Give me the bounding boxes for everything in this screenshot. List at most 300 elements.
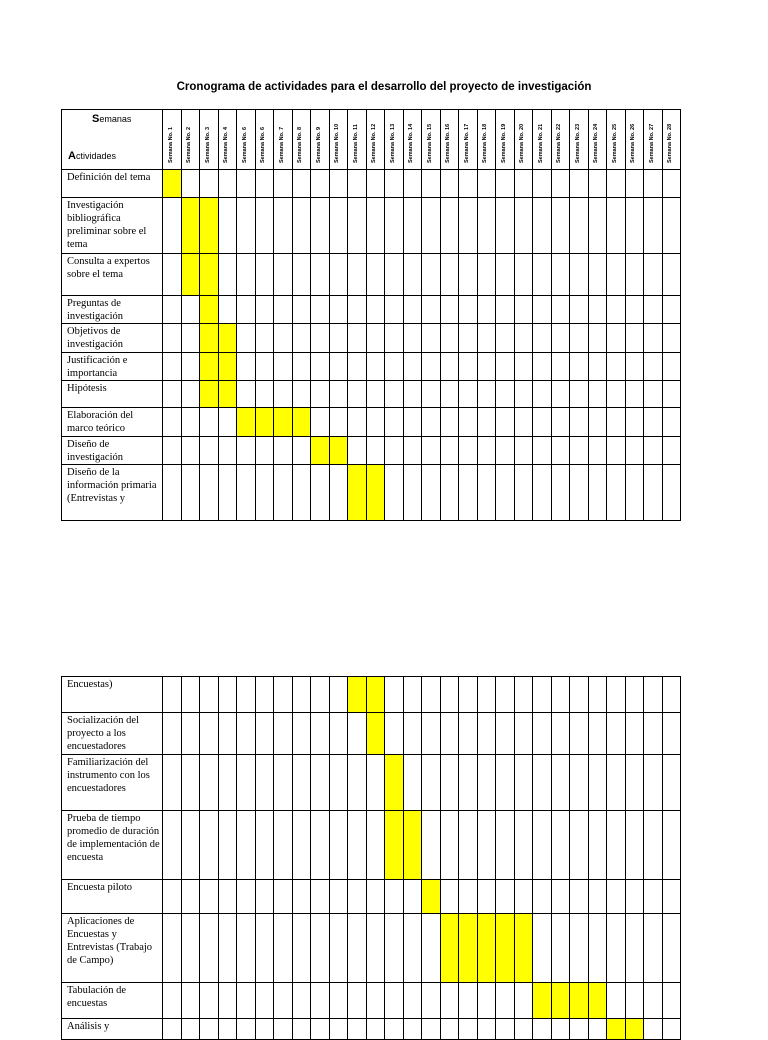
scheduled-week-cell [292,408,311,437]
week-cell [570,408,589,437]
week-cell [163,677,182,713]
week-cell [588,914,607,983]
week-cell [662,465,681,521]
week-label: Semana No. 6 [260,126,267,163]
week-cell [200,677,219,713]
activity-row [62,170,681,198]
week-cell [311,324,330,353]
week-cell [385,381,404,408]
week-cell [477,880,496,914]
week-cell [551,713,570,755]
week-cell [237,755,256,811]
scheduled-week-cell [403,811,422,880]
week-cell [385,713,404,755]
week-cell [533,1019,552,1040]
week-cell [274,880,293,914]
week-cell [570,880,589,914]
week-cell [329,170,348,198]
week-label: Semana No. 10 [334,123,341,163]
week-label: Semana No. 15 [426,123,433,163]
week-cell [200,1019,219,1040]
week-cell [514,324,533,353]
week-cell [255,381,274,408]
scheduled-week-cell [570,983,589,1019]
week-cell [625,437,644,465]
week-cell [514,437,533,465]
week-cell [644,914,663,983]
week-header-18 [477,110,496,170]
week-cell [292,983,311,1019]
activity-label: Análisis y [62,1019,163,1040]
week-cell [551,437,570,465]
week-cell [625,296,644,324]
week-cell [644,353,663,381]
week-cell [607,324,626,353]
week-cell [218,296,237,324]
week-cell [644,465,663,521]
week-cell [403,677,422,713]
week-cell [607,465,626,521]
week-cell [255,296,274,324]
week-cell [459,677,478,713]
week-cell [625,713,644,755]
week-cell [514,381,533,408]
week-cell [403,755,422,811]
week-cell [348,170,367,198]
week-header-22 [551,110,570,170]
week-cell [459,1019,478,1040]
week-cell [496,713,515,755]
week-cell [625,880,644,914]
week-cell [496,437,515,465]
week-label: Semana No. 25 [611,123,618,163]
week-cell [237,324,256,353]
activity-label: Justificación e importancia [62,353,163,381]
week-cell [514,811,533,880]
week-cell [292,880,311,914]
week-cell [385,353,404,381]
week-cell [625,677,644,713]
scheduled-week-cell [255,408,274,437]
week-cell [292,296,311,324]
week-cell [551,1019,570,1040]
week-header-1 [163,110,182,170]
scheduled-week-cell [348,677,367,713]
scheduled-week-cell [422,880,441,914]
week-cell [588,677,607,713]
week-cell [218,1019,237,1040]
week-cell [551,677,570,713]
week-cell [533,914,552,983]
week-cell [662,408,681,437]
week-cell [533,170,552,198]
activity-row [62,324,681,353]
week-cell [459,755,478,811]
week-cell [459,324,478,353]
week-cell [181,880,200,914]
week-cell [274,198,293,254]
week-cell [292,324,311,353]
week-cell [644,811,663,880]
week-cell [496,254,515,296]
week-cell [348,381,367,408]
scheduled-week-cell [440,914,459,983]
week-cell [440,677,459,713]
week-cell [551,465,570,521]
scheduled-week-cell [366,677,385,713]
week-cell [496,381,515,408]
week-cell [218,983,237,1019]
week-cell [274,914,293,983]
week-cell [292,677,311,713]
week-cell [662,353,681,381]
week-cell [570,381,589,408]
week-cell [274,353,293,381]
activity-row [62,811,681,880]
week-cell [163,465,182,521]
week-cell [218,198,237,254]
week-cell [329,381,348,408]
week-cell [329,465,348,521]
week-cell [366,914,385,983]
scheduled-week-cell [514,914,533,983]
week-cell [329,880,348,914]
week-cell [237,677,256,713]
week-cell [163,755,182,811]
week-cell [274,811,293,880]
activity-label: Investigación bibliográfica preliminar sobre el tema [62,198,163,254]
week-cell [607,437,626,465]
week-cell [255,170,274,198]
week-cell [422,437,441,465]
week-cell [422,170,441,198]
activities-header: Actividades [68,150,116,162]
week-cell [644,170,663,198]
scheduled-week-cell [218,324,237,353]
week-cell [607,880,626,914]
week-header-5 [237,110,256,170]
week-cell [218,254,237,296]
week-cell [218,880,237,914]
week-cell [329,677,348,713]
week-cell [163,254,182,296]
week-cell [533,677,552,713]
week-cell [311,755,330,811]
activity-row [62,296,681,324]
week-cell [237,713,256,755]
week-header-15 [422,110,441,170]
week-cell [163,324,182,353]
week-cell [459,465,478,521]
week-cell [644,408,663,437]
activity-label: Hipótesis [62,381,163,408]
week-label: Semana No. 9 [315,126,322,163]
scheduled-week-cell [459,914,478,983]
scheduled-week-cell [274,408,293,437]
week-cell [533,353,552,381]
week-cell [607,353,626,381]
week-cell [218,465,237,521]
week-cell [311,296,330,324]
week-cell [255,198,274,254]
scheduled-week-cell [329,437,348,465]
week-cell [440,170,459,198]
week-cell [662,713,681,755]
week-cell [385,296,404,324]
week-cell [588,811,607,880]
week-cell [459,296,478,324]
week-label: Semana No. 7 [278,126,285,163]
week-cell [570,353,589,381]
week-cell [440,880,459,914]
week-label: Semana No. 6 [241,126,248,163]
week-cell [644,198,663,254]
week-cell [366,353,385,381]
week-cell [237,880,256,914]
week-cell [292,170,311,198]
week-cell [311,1019,330,1040]
activity-row [62,880,681,914]
week-header-26 [625,110,644,170]
week-cell [440,324,459,353]
week-cell [496,198,515,254]
week-cell [422,811,441,880]
week-cell [477,1019,496,1040]
week-label: Semana No. 28 [667,123,674,163]
header-corner [62,110,163,170]
week-cell [496,170,515,198]
week-cell [477,324,496,353]
week-cell [533,755,552,811]
week-cell [440,1019,459,1040]
week-cell [422,254,441,296]
week-cell [181,437,200,465]
week-cell [570,465,589,521]
week-cell [366,296,385,324]
week-cell [366,880,385,914]
week-cell [607,713,626,755]
week-cell [255,254,274,296]
week-cell [607,381,626,408]
week-cell [662,254,681,296]
week-cell [348,254,367,296]
week-cell [570,437,589,465]
week-cell [570,811,589,880]
week-cell [181,381,200,408]
week-cell [403,983,422,1019]
scheduled-week-cell [366,465,385,521]
week-cell [625,353,644,381]
scheduled-week-cell [607,1019,626,1040]
week-cell [366,198,385,254]
week-cell [348,408,367,437]
week-cell [422,677,441,713]
week-cell [496,880,515,914]
week-cell [477,254,496,296]
week-cell [477,465,496,521]
week-label: Semana No. 3 [204,126,211,163]
week-cell [237,811,256,880]
week-cell [403,465,422,521]
week-cell [366,170,385,198]
week-cell [181,1019,200,1040]
scheduled-week-cell [496,914,515,983]
scheduled-week-cell [200,198,219,254]
activity-label: Prueba de tiempo promedio de duración de implementación de encuesta [62,811,163,880]
activity-row [62,755,681,811]
week-cell [514,1019,533,1040]
week-cell [163,296,182,324]
week-cell [163,880,182,914]
week-cell [514,198,533,254]
week-cell [570,324,589,353]
week-cell [237,437,256,465]
week-cell [625,755,644,811]
week-cell [366,408,385,437]
week-cell [422,324,441,353]
activity-label: Preguntas de investigación [62,296,163,324]
week-cell [533,437,552,465]
week-cell [625,408,644,437]
week-cell [385,408,404,437]
week-cell [311,408,330,437]
scheduled-week-cell [218,353,237,381]
week-cell [218,408,237,437]
week-cell [366,983,385,1019]
week-cell [514,713,533,755]
week-cell [163,713,182,755]
week-cell [366,381,385,408]
week-cell [348,914,367,983]
week-cell [477,296,496,324]
week-label: Semana No. 23 [574,123,581,163]
week-cell [496,755,515,811]
week-cell [496,677,515,713]
week-cell [625,324,644,353]
week-cell [255,353,274,381]
week-cell [274,324,293,353]
week-cell [662,880,681,914]
week-cell [403,254,422,296]
week-cell [348,353,367,381]
week-cell [163,983,182,1019]
week-cell [255,1019,274,1040]
scheduled-week-cell [181,254,200,296]
activity-row [62,437,681,465]
week-header-20 [514,110,533,170]
week-cell [255,324,274,353]
week-label: Semana No. 27 [648,123,655,163]
week-cell [292,914,311,983]
week-cell [255,914,274,983]
week-cell [348,983,367,1019]
week-cell [477,408,496,437]
week-cell [200,914,219,983]
activity-row [62,677,681,713]
week-cell [477,983,496,1019]
week-cell [329,755,348,811]
week-cell [385,677,404,713]
week-cell [311,983,330,1019]
week-cell [662,983,681,1019]
scheduled-week-cell [348,465,367,521]
week-cell [662,381,681,408]
week-cell [514,677,533,713]
week-cell [551,324,570,353]
week-cell [533,198,552,254]
week-cell [625,170,644,198]
week-cell [403,353,422,381]
week-cell [644,324,663,353]
week-cell [163,914,182,983]
week-cell [570,1019,589,1040]
week-cell [274,296,293,324]
week-cell [533,408,552,437]
week-cell [385,465,404,521]
week-cell [496,353,515,381]
week-cell [607,914,626,983]
scheduled-week-cell [200,381,219,408]
activity-label: Encuestas) [62,677,163,713]
week-header-27 [644,110,663,170]
week-cell [570,198,589,254]
week-label: Semana No. 19 [500,123,507,163]
week-cell [607,254,626,296]
week-cell [292,381,311,408]
week-cell [237,983,256,1019]
week-cell [274,755,293,811]
week-cell [255,437,274,465]
week-cell [514,170,533,198]
week-cell [551,381,570,408]
week-cell [181,983,200,1019]
week-cell [644,677,663,713]
week-cell [607,408,626,437]
week-cell [662,677,681,713]
week-header-9 [311,110,330,170]
activity-label: Diseño de la información primaria (Entrevistas y [62,465,163,521]
week-cell [329,408,348,437]
week-cell [588,324,607,353]
scheduled-week-cell [551,983,570,1019]
week-header-row [62,110,681,170]
week-cell [477,353,496,381]
week-cell [403,1019,422,1040]
activity-label: Socialización del proyecto a los encuestadores [62,713,163,755]
week-cell [588,437,607,465]
week-cell [662,324,681,353]
week-cell [181,713,200,755]
week-cell [237,381,256,408]
week-cell [607,677,626,713]
week-cell [551,914,570,983]
week-label: Semana No. 8 [297,126,304,163]
week-cell [625,198,644,254]
week-cell [514,254,533,296]
week-cell [163,811,182,880]
week-header-3 [200,110,219,170]
week-cell [292,198,311,254]
week-cell [274,254,293,296]
week-header-11 [348,110,367,170]
week-cell [403,170,422,198]
week-cell [163,353,182,381]
week-cell [181,755,200,811]
week-cell [662,811,681,880]
week-cell [477,755,496,811]
activity-label: Aplicaciones de Encuestas y Entrevistas (Trabajo de Campo) [62,914,163,983]
week-cell [348,811,367,880]
